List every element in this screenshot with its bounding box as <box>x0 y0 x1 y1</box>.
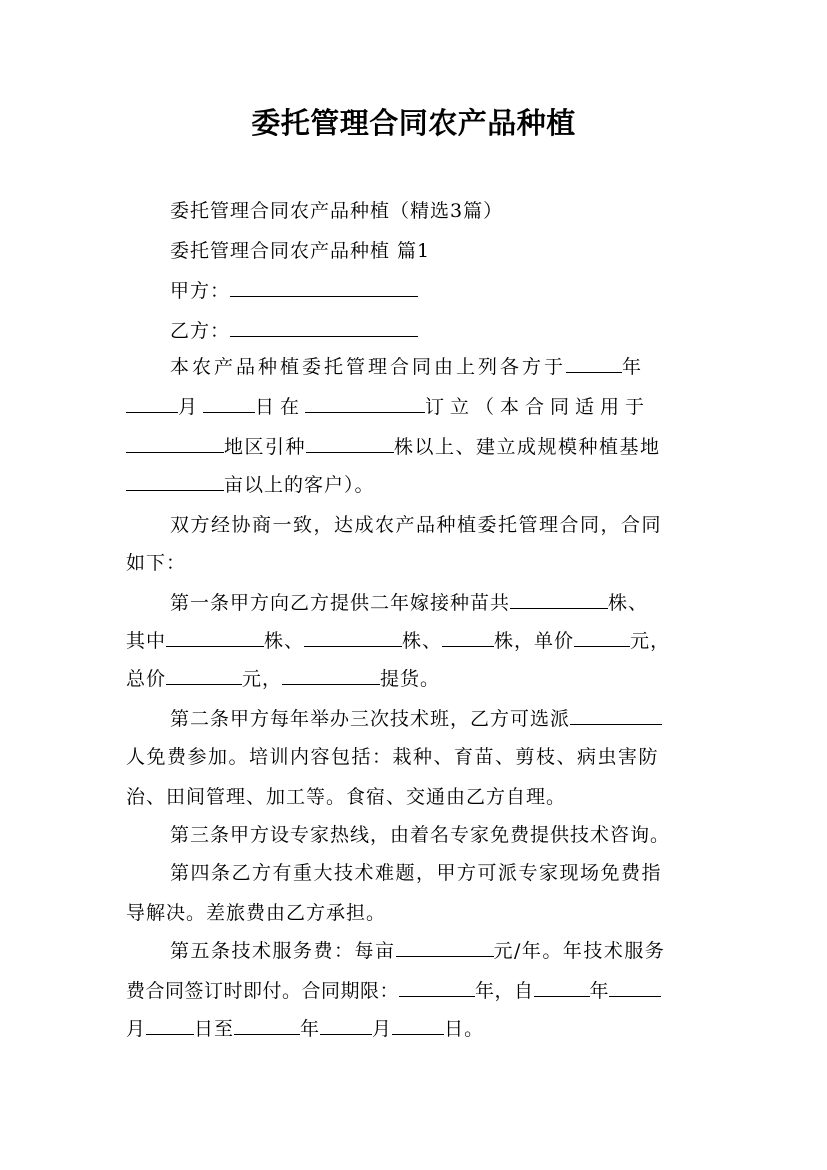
text-segment: 株、 <box>264 630 305 652</box>
blank-field <box>609 977 661 997</box>
blank-field <box>304 627 402 647</box>
article-2-line: 治、田间管理、加工等。食宿、交通由乙方自理。 <box>126 786 567 808</box>
article-5-line <box>126 1014 484 1044</box>
party-b-blank <box>230 317 418 337</box>
article-2-line: 人免费参加。培训内容包括：栽种、育苗、剪枝、病虫害防 <box>126 746 660 768</box>
text-segment: 日至 <box>194 1018 235 1040</box>
blank-field <box>534 977 590 997</box>
text-segment: 株，单价 <box>494 630 575 652</box>
text-segment: 其中 <box>126 630 167 652</box>
document-title: 委托管理合同农产品种植 <box>251 106 576 140</box>
blank-field <box>126 393 178 413</box>
article-1-line <box>126 664 440 694</box>
blank-field <box>146 1015 194 1035</box>
text-segment: 本农产品种植委托管理合同由上列各方于 <box>170 356 567 378</box>
paragraph-line: 双方经协商一致，达成农产品种植委托管理合同，合同 <box>170 514 663 536</box>
text-segment: 订立（本合同适用于 <box>425 396 651 418</box>
text-segment: 年 <box>622 356 645 378</box>
article-4-line: 第四条乙方有重大技术难题，甲方可派专家现场免费指 <box>170 862 663 884</box>
text-segment: 提货。 <box>380 668 441 690</box>
text-segment: 第二条甲方每年举办三次技术班，乙方可选派 <box>170 708 571 730</box>
paragraph-line <box>126 470 375 500</box>
text-segment: 株以上、建立成规模种植基地 <box>394 436 661 458</box>
paragraph-line <box>126 392 650 422</box>
blank-field <box>126 433 224 453</box>
blank-field <box>566 353 622 373</box>
text-segment: 年，自 <box>475 980 534 1002</box>
blank-field <box>320 1015 372 1035</box>
blank-field <box>442 627 494 647</box>
text-segment: 年 <box>300 1018 321 1040</box>
text-segment: 亩以上的客户）。 <box>224 474 375 496</box>
text-segment: 地区引种 <box>224 436 307 458</box>
article-3-line: 第三条甲方设专家热线，由着名专家免费提供技术咨询。 <box>170 824 671 846</box>
text-segment: 日。 <box>444 1018 485 1040</box>
blank-field <box>282 665 380 685</box>
paragraph-line <box>170 352 644 382</box>
text-segment: 总价 <box>126 668 167 690</box>
article-1-line <box>170 588 648 618</box>
text-segment: 元， <box>630 630 671 652</box>
text-segment: 株、 <box>402 630 443 652</box>
blank-field <box>305 393 425 413</box>
party-a-label: 甲方： <box>170 280 231 302</box>
party-b-line <box>170 316 418 346</box>
blank-field <box>166 627 264 647</box>
article-1-line <box>126 626 670 656</box>
text-segment: 元， <box>242 668 283 690</box>
article-2-line <box>170 704 662 734</box>
text-segment: 月 <box>178 396 204 418</box>
blank-field <box>510 589 608 609</box>
text-segment: 月 <box>126 1018 147 1040</box>
subtitle-line: 委托管理合同农产品种植（精选3篇） <box>170 200 504 222</box>
blank-field <box>234 1015 300 1035</box>
blank-field <box>306 433 394 453</box>
text-segment: 年 <box>589 980 610 1002</box>
blank-field <box>574 627 630 647</box>
text-segment: 元/年。年技术服务 <box>493 940 666 962</box>
blank-field <box>396 937 494 957</box>
blank-field <box>203 393 255 413</box>
blank-field <box>570 705 662 725</box>
party-b-label: 乙方： <box>170 320 231 342</box>
party-a-line <box>170 276 418 306</box>
blank-field <box>166 665 242 685</box>
text-segment: 株、 <box>608 592 649 614</box>
text-segment: 第五条技术服务费：每亩 <box>170 940 396 962</box>
blank-field <box>399 977 475 997</box>
article-5-line <box>126 976 661 1006</box>
article-4-line: 导解决。差旅费由乙方承担。 <box>126 902 387 924</box>
text-segment: 费合同签订时即付。合同期限： <box>126 980 400 1002</box>
blank-field <box>392 1015 444 1035</box>
paragraph-line <box>126 432 661 462</box>
blank-field <box>126 471 224 491</box>
section-heading: 委托管理合同农产品种植 篇1 <box>170 240 431 262</box>
party-a-blank <box>230 277 418 297</box>
paragraph-line: 如下： <box>126 552 187 574</box>
text-segment: 月 <box>372 1018 393 1040</box>
text-segment: 第一条甲方向乙方提供二年嫁接种苗共 <box>170 592 511 614</box>
text-segment: 日在 <box>255 396 306 418</box>
article-5-line <box>170 936 665 966</box>
